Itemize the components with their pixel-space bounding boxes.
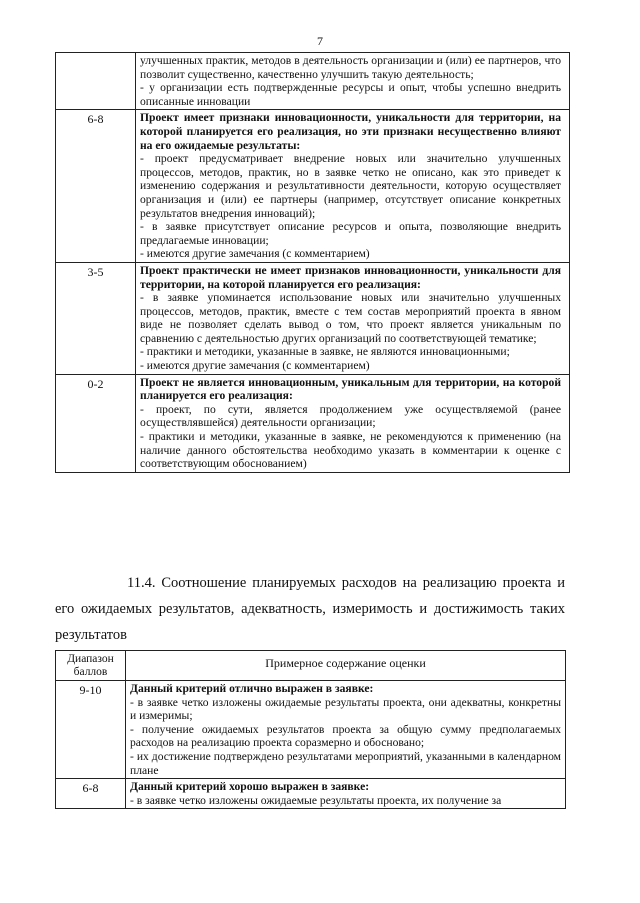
table-row (56, 374, 570, 472)
table-row (56, 779, 566, 809)
criterion-heading: Данный критерий отлично выражен в заявке: (130, 682, 374, 695)
column-header-content: Примерное содержание оценки (126, 651, 566, 681)
score-range: 9-10 (56, 681, 126, 779)
table-row (56, 53, 570, 110)
score-range (56, 53, 136, 110)
criterion-heading: Проект имеет признаки инновационности, уникальности для территории, на которой планируется его реализация, но эти признаки несущественно влияют на его ожидаемые результаты: (140, 111, 561, 152)
score-range: 6-8 (56, 110, 136, 263)
description-line: улучшенных практик, методов в деятельность организации и (или) ее партнеров, что позволит существенно, качественно улучшить такую деятельность; (140, 54, 561, 81)
criterion-heading: Проект не является инновационным, уникальным для территории, на которой планируется его реализация: (140, 375, 561, 403)
score-range: 0-2 (56, 374, 136, 472)
description-line: - проект предусматривает внедрение новых или значительно улучшенных процессов, методов, практик, но в заявке четко не описано, как это приведет к изменению содержания и результативности деятельности, которую осуществляет организация и (или) ее партнеры (например, отсутствует описание конкретных результатов внедрения инноваций); (140, 152, 561, 220)
score-description (126, 779, 566, 809)
criteria-table (55, 650, 566, 809)
description-line: - практики и методики, указанные в заявке, не являются инновационными; (140, 345, 510, 359)
table-row (56, 262, 570, 374)
description-line: - в заявке присутствует описание ресурсов и опыта, позволяющие внедрить предлагаемые инновации; (140, 220, 561, 247)
score-range: 6-8 (56, 779, 126, 809)
column-header-range: Диапазон баллов (56, 651, 126, 681)
criteria-table-continued (55, 52, 570, 473)
score-description (136, 374, 570, 472)
description-line: - у организации есть подтвержденные ресурсы и опыт, чтобы успешно внедрить описанные инновации (140, 81, 561, 108)
description-line: - в заявке упоминается использование новых или значительно улучшенных процессов, методов, практик, вместе с тем состав мероприятий проекта в явном виде не позволяет сделать вывод о том, что проект является уникальным по сравнению с деятельностью других организаций по соответствующей тематике; (140, 291, 561, 345)
score-description (126, 681, 566, 779)
score-description (136, 262, 570, 374)
score-description (136, 53, 570, 110)
description-line: - имеются другие замечания (с комментарием) (140, 247, 370, 261)
score-description (136, 110, 570, 263)
description-line: - практики и методики, указанные в заявке, не рекомендуются к применению (на наличие данного обстоятельства необходимо указать в комментарии к оценке с соответствующим обоснованием) (140, 430, 561, 471)
description-line: - в заявке четко изложены ожидаемые результаты проекта, их получение за (130, 793, 502, 807)
score-range: 3-5 (56, 262, 136, 374)
page-number: 7 (317, 34, 323, 48)
table-row (56, 681, 566, 779)
criterion-heading: Данный критерий хорошо выражен в заявке: (130, 780, 370, 794)
description-line: - в заявке четко изложены ожидаемые результаты проекта, они адекватны, конкретны и измеримы; (130, 695, 561, 723)
section-title (55, 570, 565, 648)
table-row (56, 110, 570, 263)
table-header-row (56, 651, 566, 681)
description-line: - их достижение подтверждено результатами мероприятий, указанными в календарном плане (130, 749, 561, 777)
description-line: - имеются другие замечания (с комментарием) (140, 359, 370, 373)
criterion-heading: Проект практически не имеет признаков инновационности, уникальности для территории, на которой планируется его реализация: (140, 263, 561, 291)
description-line: - проект, по сути, является продолжением уже осуществляемой (ранее осуществлявшейся) деятельности организации; (140, 402, 561, 430)
description-line: - получение ожидаемых результатов проекта за общую сумму предполагаемых расходов на реализацию проекта соразмерно и обосновано; (130, 722, 561, 750)
section-title-text: 11.4. Соотношение планируемых расходов на реализацию проекта и его ожидаемых результатов, адекватность, измеримость и достижимость таких результатов (55, 575, 565, 643)
